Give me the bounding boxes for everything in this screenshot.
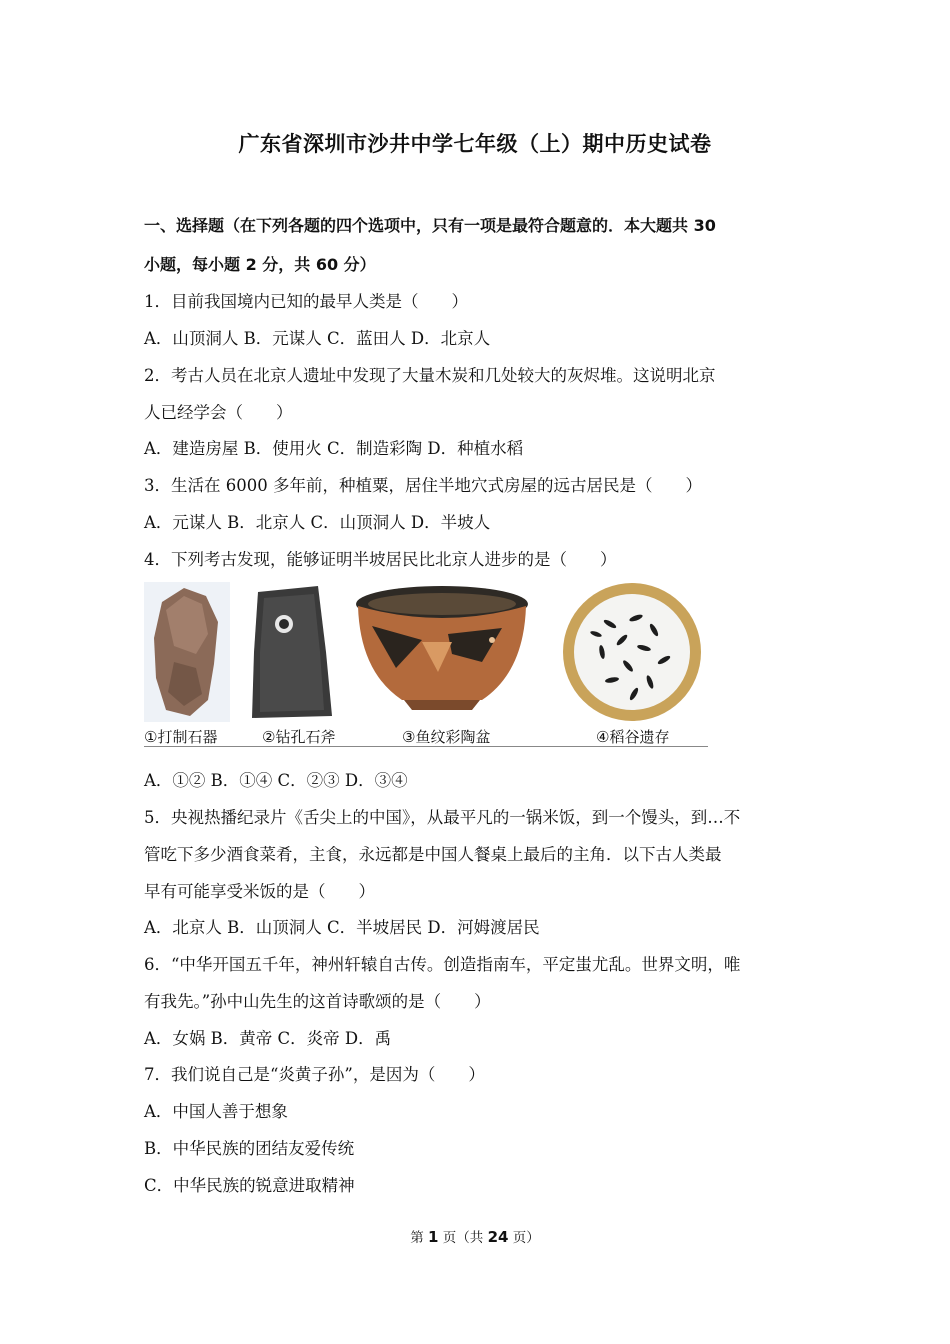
q2-stem-line2: 人已经学会（ ） [144, 403, 293, 422]
figure-caption-3: ③鱼纹彩陶盆 [402, 728, 491, 746]
q2-stem-line1: 2．考古人员在北京人遗址中发现了大量木炭和几处较大的灰烬堆。这说明北京 [144, 366, 716, 385]
footer-prefix: 第 [410, 1230, 424, 1246]
section-heading-line2: 小题，每小题 2 分，共 60 分） [144, 255, 376, 274]
section-heading-line1: 一、选择题（在下列各题的四个选项中，只有一项是最符合题意的．本大题共 30 [144, 216, 716, 235]
q4-stem: 4．下列考古发现，能够证明半坡居民比北京人进步的是（ ） [144, 550, 617, 569]
figure-caption-4: ④稻谷遗存 [596, 728, 670, 746]
footer-total-pages: 24 [487, 1228, 509, 1246]
q5-options: A．北京人 B．山顶洞人 C．半坡居民 D．河姆渡居民 [144, 918, 540, 937]
rice-grain-remains-image [558, 582, 706, 726]
q7-stem: 7．我们说自己是“炎黄子孙”，是因为（ ） [144, 1065, 485, 1084]
q7-option-c: C．中华民族的锐意进取精神 [144, 1176, 355, 1195]
q5-stem-line3: 早有可能享受米饭的是（ ） [144, 882, 375, 901]
q7-option-a: A．中国人善于想象 [144, 1102, 288, 1121]
q5-stem-line1: 5．央视热播纪录片《舌尖上的中国》，从最平凡的一锅米饭，到一个馒头，到…不 [144, 808, 741, 827]
q7-option-b: B．中华民族的团结友爱传统 [144, 1139, 355, 1158]
q3-options: A．元谋人 B．北京人 C．山顶洞人 D．半坡人 [144, 513, 491, 532]
fish-pattern-pottery-basin-image [352, 582, 532, 726]
q3-stem: 3．生活在 6000 多年前，种植粟，居住半地穴式房屋的远古居民是（ ） [144, 476, 702, 495]
q4-figure [144, 582, 710, 748]
figure-caption-2: ②钻孔石斧 [262, 728, 336, 746]
q2-options: A．建造房屋 B．使用火 C．制造彩陶 D．种植水稻 [144, 439, 524, 458]
footer-middle: 页（共 [442, 1230, 484, 1246]
figure-bottom-rule [144, 746, 708, 747]
chipped-stone-tool-image [144, 582, 230, 726]
q1-stem: 1．目前我国境内已知的最早人类是（ ） [144, 292, 468, 311]
q6-stem-line2: 有我先。”孙中山先生的这首诗歌颂的是（ ） [144, 992, 491, 1011]
q6-stem-line1: 6．“中华开国五千年，神州轩辕自古传。创造指南车，平定蚩尤乱。世界文明，唯 [144, 955, 741, 974]
footer-page-number: 1 [428, 1228, 439, 1246]
footer-suffix: 页） [512, 1230, 540, 1246]
q6-options: A．女娲 B．黄帝 C．炎帝 D．禹 [144, 1029, 392, 1048]
figure-caption-1: ①打制石器 [144, 728, 218, 746]
q4-options: A．①② B．①④ C．②③ D．③④ [144, 771, 408, 790]
q5-stem-line2: 管吃下多少酒食菜肴，主食，永远都是中国人餐桌上最后的主角．以下古人类最 [144, 845, 722, 864]
exam-title: 广东省深圳市沙井中学七年级（上）期中历史试卷 [238, 132, 712, 156]
page-footer [0, 1226, 950, 1246]
perforated-stone-axe-image [244, 582, 336, 726]
q1-options: A．山顶洞人 B．元谋人 C．蓝田人 D．北京人 [144, 329, 491, 348]
